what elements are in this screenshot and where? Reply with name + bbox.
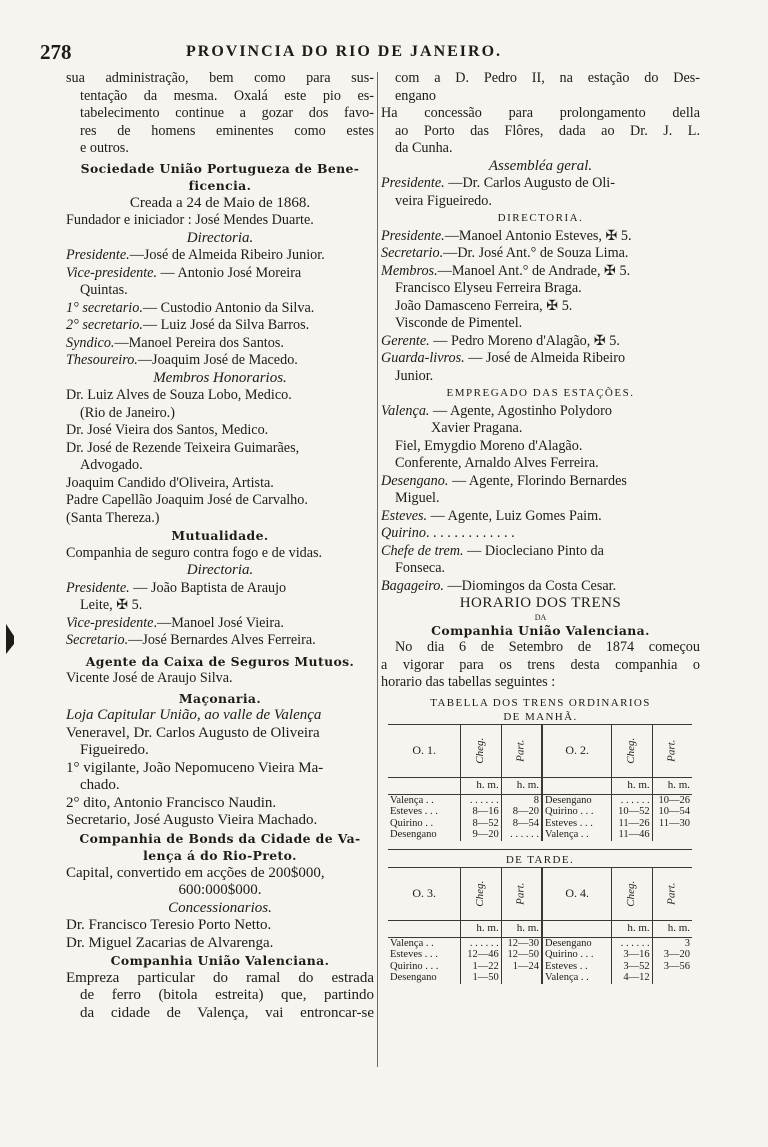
text-line: Empreza particular do ramal do estrada xyxy=(66,969,374,986)
arrival-cell: 9—20 xyxy=(461,829,501,841)
text-line: Dr. Miguel Zacarias de Alvarenga. xyxy=(66,934,274,951)
departure-cell: 11—30 xyxy=(652,818,692,830)
table-header-row xyxy=(388,867,692,920)
units-row: h. m. h. m. h. m. h. m. xyxy=(388,920,692,937)
table-header-row xyxy=(388,724,692,777)
afternoon-timetable xyxy=(388,867,692,984)
arrival-cell: 8—52 xyxy=(461,818,501,830)
text-line: Dr. Francisco Teresio Porto Netto. xyxy=(66,917,272,933)
member-line: Junior. xyxy=(395,367,434,384)
employee-line: Fiel, Emygdio Moreno d'Alagão. xyxy=(395,437,583,454)
arrival-cell: . . . . . . xyxy=(612,794,652,806)
text-line: ao Porto das Flôres, dada ao Dr. J. L. xyxy=(395,122,700,139)
member-line: João Damasceno Ferreira, ✠ 5. xyxy=(395,297,573,314)
text-line: a vigorar para os trens desta companhia o xyxy=(381,656,700,673)
running-header: PROVINCIA DO RIO DE JANEIRO. xyxy=(186,43,503,60)
section-title: lença á do Rio-Preto. xyxy=(143,848,297,863)
text-line: Capital, convertido em acções de 200$000, xyxy=(66,864,325,881)
subsection-title: Directoria. xyxy=(186,229,254,246)
text-line: sua administração, bem como para sus- xyxy=(66,70,374,86)
text-line: Padre Capellão Joaquim José de Carvalho. xyxy=(66,492,308,508)
departure-cell: 8—54 xyxy=(501,818,542,830)
departure-cell xyxy=(652,829,692,841)
timetable-da: DA xyxy=(534,612,547,622)
member-line: Visconde de Pimentel. xyxy=(395,315,523,331)
section-title: Mutualidade. xyxy=(171,528,269,543)
arrival-cell: 1—22 xyxy=(461,961,501,973)
arrival-cell: 3—16 xyxy=(612,949,652,961)
member-line: Secretario.—Dr. José Ant.° de Souza Lima. xyxy=(381,245,629,261)
member-line: Gerente. — Pedro Moreno d'Alagão, ✠ 5. xyxy=(381,332,620,349)
member-line: Thesoureiro.—Joaquim José de Macedo. xyxy=(66,352,298,368)
departure-cell: 8 xyxy=(501,794,542,806)
text-line: 2° dito, Antonio Francisco Naudin. xyxy=(66,794,277,811)
page-number: 278 xyxy=(40,40,72,64)
departure-cell: 3—56 xyxy=(652,961,692,973)
arrival-cell: 11—46 xyxy=(612,829,652,841)
column-header: Cheg. xyxy=(461,724,501,777)
left-column xyxy=(66,70,374,1022)
departure-cell: 8—20 xyxy=(501,806,542,818)
arrival-cell: . . . . . . xyxy=(461,937,501,949)
arrival-cell: 10—52 xyxy=(612,806,652,818)
departure-cell: 3 xyxy=(652,937,692,949)
station-cell: Esteves . . xyxy=(542,961,612,973)
member-line: Presidente. —Dr. Carlos Augusto de Oli- xyxy=(381,175,615,191)
text-line: engano xyxy=(395,87,436,104)
member-line: Guarda-livros. — José de Almeida Ribeiro xyxy=(381,350,626,366)
text-line: com a D. Pedro II, na estação do Des- xyxy=(395,70,700,86)
text-line: da cidade de Valença, vai entroncar-se xyxy=(80,1004,374,1021)
station-cell: Esteves . . . xyxy=(542,818,612,830)
station-cell: Quirino . . . xyxy=(390,960,439,972)
text-line: Ha concessão para prolongamento della xyxy=(381,105,700,121)
column-header: Part. xyxy=(501,867,542,920)
table-row xyxy=(388,961,692,973)
table-title: DE TARDE. xyxy=(388,849,692,867)
morning-timetable xyxy=(388,724,692,841)
station-cell: Quirino . . . xyxy=(542,949,612,961)
text-line: Advogado. xyxy=(80,457,143,473)
section-title: Maçonaria. xyxy=(178,690,262,706)
text-line: (Santa Thereza.) xyxy=(66,509,160,526)
departure-cell: 10—26 xyxy=(652,794,692,806)
section-title: Agente da Caixa de Seguros Mutuos. xyxy=(85,653,355,669)
subsection-title: Directoria. xyxy=(186,562,254,578)
text-line: Dr. José Vieira dos Santos, Medico. xyxy=(66,422,269,438)
station-cell: Desengano xyxy=(542,937,612,949)
column-divider xyxy=(377,72,378,1067)
employee-line: Esteves. — Agente, Luiz Gomes Paim. xyxy=(381,507,602,524)
employee-line: Desengano. — Agente, Florindo Bernardes xyxy=(381,472,627,489)
departure-cell: 1—24 xyxy=(501,961,542,973)
arrival-cell: 12—46 xyxy=(461,949,501,961)
text-line: Dr. Luiz Alves de Souza Lobo, Medico. xyxy=(66,387,292,403)
employee-line: Miguel. xyxy=(395,490,440,506)
member-line: 1° secretario.— Custodio Antonio da Silva. xyxy=(66,299,315,316)
text-line: da Cunha. xyxy=(395,140,453,156)
text-line: 600:000$000. xyxy=(178,882,262,898)
train-label: O. 3. xyxy=(412,885,437,900)
text-line: Joaquim Candido d'Oliveira, Artista. xyxy=(66,474,274,491)
table-row xyxy=(388,806,692,818)
text-line: Companhia de seguro contra fogo e de vidas. xyxy=(66,544,323,561)
station-cell: Valença . . xyxy=(542,829,612,841)
train-label: O. 1. xyxy=(412,742,437,757)
member-line: Vice-presidente. — Antonio José Moreira xyxy=(66,264,302,281)
subsection-title: DIRECTORIA. xyxy=(497,212,584,224)
station-cell: Desengano xyxy=(390,829,437,840)
text-line: (Rio de Janeiro.) xyxy=(80,404,175,421)
station-cell: Quirino . . xyxy=(390,817,434,829)
member-line: Leite, ✠ 5. xyxy=(80,597,143,613)
employee-line: Valença. — Agente, Agostinho Polydoro xyxy=(381,402,612,419)
right-column xyxy=(381,70,700,984)
text-line: Veneravel, Dr. Carlos Augusto de Oliveira xyxy=(66,724,320,741)
employee-line: Xavier Pragana. xyxy=(431,420,523,436)
station-cell: Valença . . xyxy=(390,937,434,949)
member-line: 2° secretario.— Luiz José da Silva Barros. xyxy=(66,317,310,333)
table-row xyxy=(388,972,692,984)
text-line: Secretario, José Augusto Vieira Machado. xyxy=(66,812,318,828)
column-header: Cheg. xyxy=(612,724,652,777)
section-title: Companhia de Bonds da Cidade de Va- xyxy=(79,830,361,846)
member-line: Presidente. — João Baptista de Araujo xyxy=(66,579,287,596)
text-line: Fundador e iniciador : José Mendes Duarte. xyxy=(66,212,314,228)
subsection-title: Concessionarios. xyxy=(168,899,272,916)
arrival-cell: 4—12 xyxy=(612,972,652,984)
table-title: TABELLA DOS TRENS ORDINARIOS xyxy=(430,696,651,709)
section-title: Companhia União Valenciana. xyxy=(110,953,330,968)
subsection-title: EMPREGADO DAS ESTAÇÕES. xyxy=(446,387,635,399)
section-title: ficencia. xyxy=(188,178,252,193)
column-header: Cheg. xyxy=(612,867,652,920)
arrival-cell: . . . . . . xyxy=(612,937,652,949)
member-line: Secretario.—José Bernardes Alves Ferreira. xyxy=(66,632,316,648)
column-header: Cheg. xyxy=(461,867,501,920)
train-label: O. 2. xyxy=(542,724,612,777)
section-title: Sociedade União Portugueza de Bene- xyxy=(80,160,360,176)
text-line: Figueiredo. xyxy=(80,742,149,758)
text-line: Dr. José de Rezende Teixeira Guimarães, xyxy=(66,439,300,456)
station-cell: Quirino . . . xyxy=(542,806,612,818)
member-line: Syndico.—Manoel Pereira dos Santos. xyxy=(66,334,284,351)
departure-cell xyxy=(652,972,692,984)
table-row xyxy=(388,937,692,949)
text-line: res de homens eminentes como estes xyxy=(80,122,374,139)
train-label: O. 4. xyxy=(542,867,612,920)
timetable-company: Companhia União Valenciana. xyxy=(431,622,650,638)
member-line: Membros.—Manoel Ant.° de Andrade, ✠ 5. xyxy=(381,262,631,279)
text-line: tentação da mesma. Oxalá este pio es- xyxy=(80,87,374,104)
text-line: Creada a 24 de Maio de 1868. xyxy=(129,194,311,211)
member-line: Vice-presidente.—Manoel José Vieira. xyxy=(66,614,284,631)
text-line: 1° vigilante, João Nepomuceno Vieira Ma- xyxy=(66,759,324,776)
arrival-cell: 8—16 xyxy=(461,806,501,818)
departure-cell: 12—50 xyxy=(501,949,542,961)
text-line: Vicente José de Araujo Silva. xyxy=(66,670,233,686)
departure-cell: 10—54 xyxy=(652,806,692,818)
member-line: Presidente.—Manoel Antonio Esteves, ✠ 5. xyxy=(381,227,632,244)
station-cell: Esteves . . . xyxy=(390,949,438,960)
column-header: Part. xyxy=(652,867,692,920)
station-cell: Esteves . . . xyxy=(390,806,438,817)
arrival-cell: 3—52 xyxy=(612,961,652,973)
binding-mark xyxy=(4,622,16,656)
employee-line: Quirino. . . . . . . . . . . . . xyxy=(381,525,515,541)
station-cell: Desengano xyxy=(542,794,612,806)
member-line: Francisco Elyseu Ferreira Braga. xyxy=(395,280,582,296)
departure-cell: 12—30 xyxy=(501,937,542,949)
text-line: tabelecimento continue a gozar dos favo- xyxy=(80,105,374,121)
departure-cell xyxy=(501,972,542,984)
station-cell: Valença . . xyxy=(390,794,434,806)
member-line: Quintas. xyxy=(80,282,128,298)
station-cell: Valença . . xyxy=(542,972,612,984)
member-line: veira Figueiredo. xyxy=(395,192,492,209)
subsection-title: Membros Honorarios. xyxy=(153,369,287,386)
text-line: No dia 6 de Setembro de 1874 começou xyxy=(395,639,700,655)
column-header: Part. xyxy=(652,724,692,777)
units-row: h. m. h. m. h. m. h. m. xyxy=(388,777,692,794)
text-line: Loja Capitular União, ao valle de Valença xyxy=(66,707,322,723)
text-line: chado. xyxy=(80,777,120,793)
table-title: DE MANHÃ. xyxy=(503,710,578,723)
employee-line: Fonseca. xyxy=(395,560,446,576)
table-row xyxy=(388,829,692,841)
arrival-cell: 1—50 xyxy=(461,972,501,984)
table-row xyxy=(388,949,692,961)
station-cell: Desengano xyxy=(390,972,437,983)
arrival-cell: 11—26 xyxy=(612,818,652,830)
employee-line: Conferente, Arnaldo Alves Ferreira. xyxy=(395,455,599,471)
table-row xyxy=(388,794,692,806)
table-row xyxy=(388,818,692,830)
employee-line: Chefe de trem. — Diocleciano Pinto da xyxy=(381,542,604,559)
departure-cell: 3—20 xyxy=(652,949,692,961)
timetable-title: HORARIO DOS TRENS xyxy=(459,595,622,611)
arrival-cell: . . . . . . xyxy=(461,794,501,806)
subsection-title: Assembléa geral. xyxy=(488,157,593,174)
member-line: Presidente.—José de Almeida Ribeiro Junior. xyxy=(66,247,325,263)
text-line: de ferro (bitola estreita) que, partindo xyxy=(80,987,374,1003)
text-line: horario das tabellas seguintes : xyxy=(381,674,556,690)
text-line: e outros. xyxy=(80,140,129,156)
departure-cell: . . . . . . xyxy=(501,829,542,841)
employee-line: Bagageiro. —Diomingos da Costa Cesar. xyxy=(381,577,617,594)
column-header: Part. xyxy=(501,724,542,777)
